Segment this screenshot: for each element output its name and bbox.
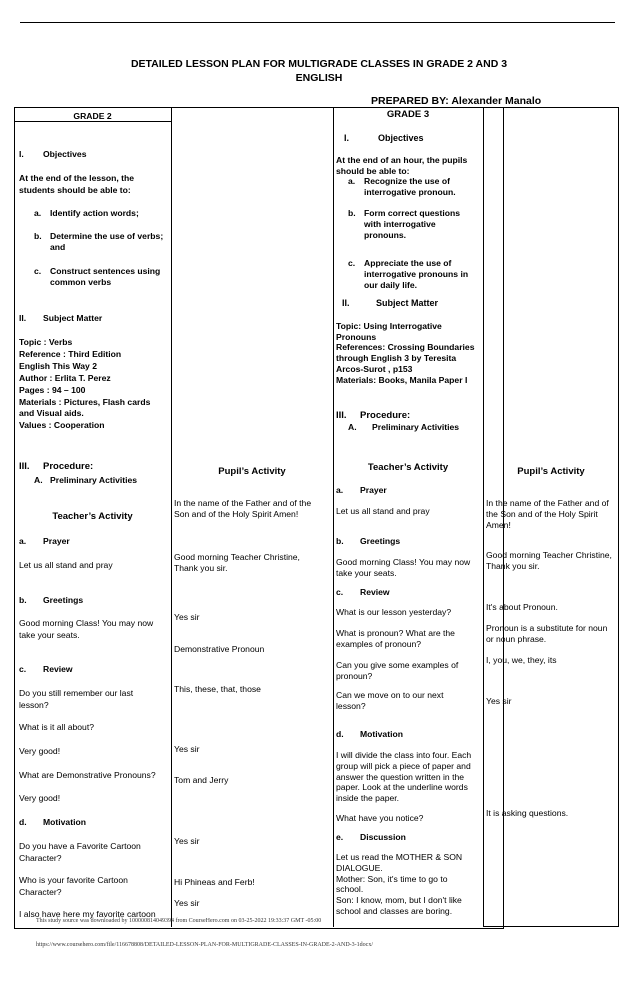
review-question: lesson? bbox=[19, 700, 49, 710]
procedure-title: Procedure: bbox=[43, 461, 94, 472]
grade3-heading: GRADE 3 bbox=[386, 109, 430, 120]
document-title: DETAILED LESSON PLAN FOR MULTIGRADE CLASSES IN GRADE 2 AND 3 bbox=[130, 58, 508, 70]
list-letter: c. bbox=[34, 266, 42, 276]
materials: Materials : Pictures, Flash cards bbox=[19, 397, 151, 407]
materials: Materials: Books, Manila Paper I bbox=[336, 375, 468, 385]
pupil-response: or noun phrase. bbox=[486, 634, 547, 644]
objective-c: interrogative pronouns in bbox=[364, 269, 469, 279]
review-question: pronoun? bbox=[336, 671, 373, 681]
materials: and Visual aids. bbox=[19, 408, 84, 418]
objective-b: Form correct questions bbox=[364, 208, 460, 218]
prayer-title: Prayer bbox=[43, 536, 70, 546]
greetings-text: take your seats. bbox=[19, 630, 80, 640]
list-letter: b. bbox=[336, 536, 344, 546]
objectives-title: Objectives bbox=[43, 149, 87, 159]
list-letter: b. bbox=[348, 208, 356, 218]
objective-c: our daily life. bbox=[364, 280, 418, 290]
list-letter: e. bbox=[336, 832, 344, 842]
pupil-response: the Son and of the Holy Spirit bbox=[486, 509, 598, 519]
objectives-title: Objectives bbox=[378, 133, 424, 143]
book: English This Way 2 bbox=[19, 361, 97, 371]
discussion-text: DIALOGUE. bbox=[336, 863, 383, 873]
objective-b: with interrogative bbox=[364, 219, 436, 229]
discussion-title: Discussion bbox=[360, 832, 406, 842]
motivation-text: paper. Look at the underline words bbox=[336, 782, 468, 792]
objective-c: Appreciate the use of bbox=[364, 258, 452, 268]
discussion-text: Mother: Son, it's time to go to bbox=[336, 874, 448, 884]
prayer-title: Prayer bbox=[360, 485, 387, 495]
grade2-heading: GRADE 2 bbox=[73, 111, 112, 121]
section-num: II. bbox=[19, 313, 27, 323]
objective-b: Determine the use of verbs; bbox=[50, 231, 164, 241]
discussion-text: school. bbox=[336, 884, 364, 894]
objective-c: Construct sentences using bbox=[50, 266, 161, 276]
greetings-text: take your seats. bbox=[336, 568, 397, 578]
teacher-praise: Very good! bbox=[19, 746, 61, 756]
subject-matter-title: Subject Matter bbox=[376, 298, 439, 308]
column-divider bbox=[333, 107, 334, 927]
objective-c: common verbs bbox=[50, 277, 112, 287]
motivation-title: Motivation bbox=[360, 729, 403, 739]
pupil-response: Yes sir bbox=[486, 696, 512, 706]
pupil-response: Tom and Jerry bbox=[174, 775, 229, 785]
review-title: Review bbox=[43, 664, 73, 674]
author: Author : Erlita T. Perez bbox=[19, 373, 111, 383]
topic: Pronouns bbox=[336, 332, 377, 342]
list-letter: a. bbox=[336, 485, 344, 495]
pupil-response: In the name of the Father and of the bbox=[174, 498, 312, 508]
pupil-response: It is asking questions. bbox=[486, 808, 569, 818]
review-question: Can we move on to our next bbox=[336, 690, 444, 700]
greetings-text: Good morning Class! You may now bbox=[336, 557, 471, 567]
procedure-title: Procedure: bbox=[360, 410, 411, 421]
pupil-response: Yes sir bbox=[174, 744, 200, 754]
review-question: examples of pronoun? bbox=[336, 639, 422, 649]
section-num: III. bbox=[336, 410, 347, 421]
review-question: What is it all about? bbox=[19, 722, 94, 732]
pupil-response: Thank you sir. bbox=[174, 563, 228, 573]
list-letter: d. bbox=[336, 729, 344, 739]
topic: Topic: Using Interrogative bbox=[336, 321, 442, 331]
document-subject: ENGLISH bbox=[295, 72, 343, 84]
review-question: Can you give some examples of bbox=[336, 660, 459, 670]
motivation-text: inside the paper. bbox=[336, 793, 400, 803]
pupil-response: Pronoun is a substitute for noun bbox=[486, 623, 608, 633]
objectives-intro: At the end of an hour, the pupils bbox=[336, 155, 468, 165]
list-letter: A. bbox=[34, 475, 43, 485]
subject-matter-title: Subject Matter bbox=[43, 313, 103, 323]
objective-a: Recognize the use of bbox=[364, 176, 450, 186]
pupil-response: Yes sir bbox=[174, 836, 200, 846]
references: References: Crossing Boundaries bbox=[336, 342, 475, 352]
teacher-praise: Very good! bbox=[19, 793, 61, 803]
pupil-response: Yes sir bbox=[174, 898, 200, 908]
pupil-response: In the name of the Father and of bbox=[486, 498, 609, 508]
motivation-question: Do you have a Favorite Cartoon bbox=[19, 841, 141, 851]
objective-a: interrogative pronoun. bbox=[364, 187, 456, 197]
reference: Reference : Third Edition bbox=[19, 349, 122, 359]
pupil-response: Good morning Teacher Christine, bbox=[174, 552, 300, 562]
review-question: What are Demonstrative Pronouns? bbox=[19, 770, 156, 780]
teacher-activity-heading: Teacher’s Activity bbox=[367, 462, 449, 473]
pupil-response: It's about Pronoun. bbox=[486, 602, 558, 612]
objective-b: pronouns. bbox=[364, 230, 407, 240]
section-num: III. bbox=[19, 461, 30, 472]
pupil-response: Son and of the Holy Spirit Amen! bbox=[174, 509, 299, 519]
list-letter: b. bbox=[34, 231, 42, 241]
list-letter: c. bbox=[348, 258, 356, 268]
list-letter: b. bbox=[19, 595, 27, 605]
motivation-text: answer the question written in the bbox=[336, 772, 465, 782]
references: Arcos-Surot , p153 bbox=[336, 364, 413, 374]
greetings-title: Greetings bbox=[43, 595, 84, 605]
pupil-response: Good morning Teacher Christine, bbox=[486, 550, 612, 560]
motivation-question: Character? bbox=[19, 887, 62, 897]
review-title: Review bbox=[360, 587, 390, 597]
pupil-response: Thank you sir. bbox=[486, 561, 540, 571]
values: Values : Cooperation bbox=[19, 420, 105, 430]
section-num: II. bbox=[342, 298, 350, 308]
review-question: lesson? bbox=[336, 701, 366, 711]
prayer-text: Let us all stand and pray bbox=[336, 506, 430, 516]
prayer-text: Let us all stand and pray bbox=[19, 560, 113, 570]
column-divider bbox=[171, 107, 172, 927]
pupil-activity-heading: Pupil’s Activity bbox=[517, 466, 585, 477]
teacher-activity-heading: Teacher’s Activity bbox=[52, 511, 133, 522]
source-url[interactable]: https://www.coursehero.com/file/116678808/DETAILED-LESSON-PLAN-FOR-MULTIGRADE-CLASSES-IN-GRADE-2-AND-3-1docx/ bbox=[36, 942, 373, 948]
greetings-text: Good morning Class! You may now bbox=[19, 618, 154, 628]
pupil-response: Yes sir bbox=[174, 612, 200, 622]
section-num: I. bbox=[19, 149, 24, 159]
pupil-response: Amen! bbox=[486, 520, 511, 530]
list-letter: a. bbox=[34, 208, 42, 218]
prepared-by: PREPARED BY: Alexander Manalo bbox=[371, 95, 542, 107]
references: through English 3 by Teresita bbox=[336, 353, 457, 363]
objectives-intro: students should be able to: bbox=[19, 185, 131, 195]
list-letter: A. bbox=[348, 422, 357, 432]
pupil-activity-heading: Pupil’s Activity bbox=[218, 466, 286, 477]
topic: Topic : Verbs bbox=[19, 337, 73, 347]
top-rule bbox=[20, 22, 615, 23]
review-question: Do you still remember our last bbox=[19, 688, 134, 698]
preliminary-activities: Preliminary Activities bbox=[50, 475, 138, 485]
pupil-response: Demonstrative Pronoun bbox=[174, 644, 265, 654]
motivation-title: Motivation bbox=[43, 817, 86, 827]
pupil-response: Hi Phineas and Ferb! bbox=[174, 877, 255, 887]
pupil-response: I, you, we, they, its bbox=[486, 655, 557, 665]
download-notice: This study source was downloaded by 100000814049394 from CourseHero.com on 03-25-2022 19:33:37 GMT -05:00 bbox=[36, 918, 322, 924]
motivation-question: What have you notice? bbox=[336, 813, 424, 823]
objective-b: and bbox=[50, 242, 66, 252]
list-letter: d. bbox=[19, 817, 27, 827]
objectives-intro: should be able to: bbox=[336, 166, 410, 176]
review-question: What is pronoun? What are the bbox=[336, 628, 455, 638]
objective-a: Identify action words; bbox=[50, 208, 139, 218]
section-num: I. bbox=[344, 133, 350, 143]
pupil-response: This, these, that, those bbox=[174, 684, 261, 694]
objectives-intro: At the end of the lesson, the bbox=[19, 173, 135, 183]
list-letter: c. bbox=[19, 664, 27, 674]
discussion-text: Let us read the MOTHER & SON bbox=[336, 852, 463, 862]
list-letter: c. bbox=[336, 587, 344, 597]
motivation-question: Who is your favorite Cartoon bbox=[19, 875, 128, 885]
discussion-text: school and classes are boring. bbox=[336, 906, 453, 916]
motivation-text: I will divide the class into four. Each bbox=[336, 750, 472, 760]
discussion-text: Son: I know, mom, but I don't like bbox=[336, 895, 462, 905]
review-question: What is our lesson yesterday? bbox=[336, 607, 452, 617]
list-letter: a. bbox=[19, 536, 27, 546]
greetings-title: Greetings bbox=[360, 536, 401, 546]
motivation-question: I also have here my favorite cartoon bbox=[19, 909, 156, 919]
motivation-text: group will pick a piece of paper and bbox=[336, 761, 471, 771]
motivation-question: Character? bbox=[19, 853, 62, 863]
pages: Pages : 94 – 100 bbox=[19, 385, 86, 395]
preliminary-activities: Preliminary Activities bbox=[372, 422, 460, 432]
list-letter: a. bbox=[348, 176, 356, 186]
